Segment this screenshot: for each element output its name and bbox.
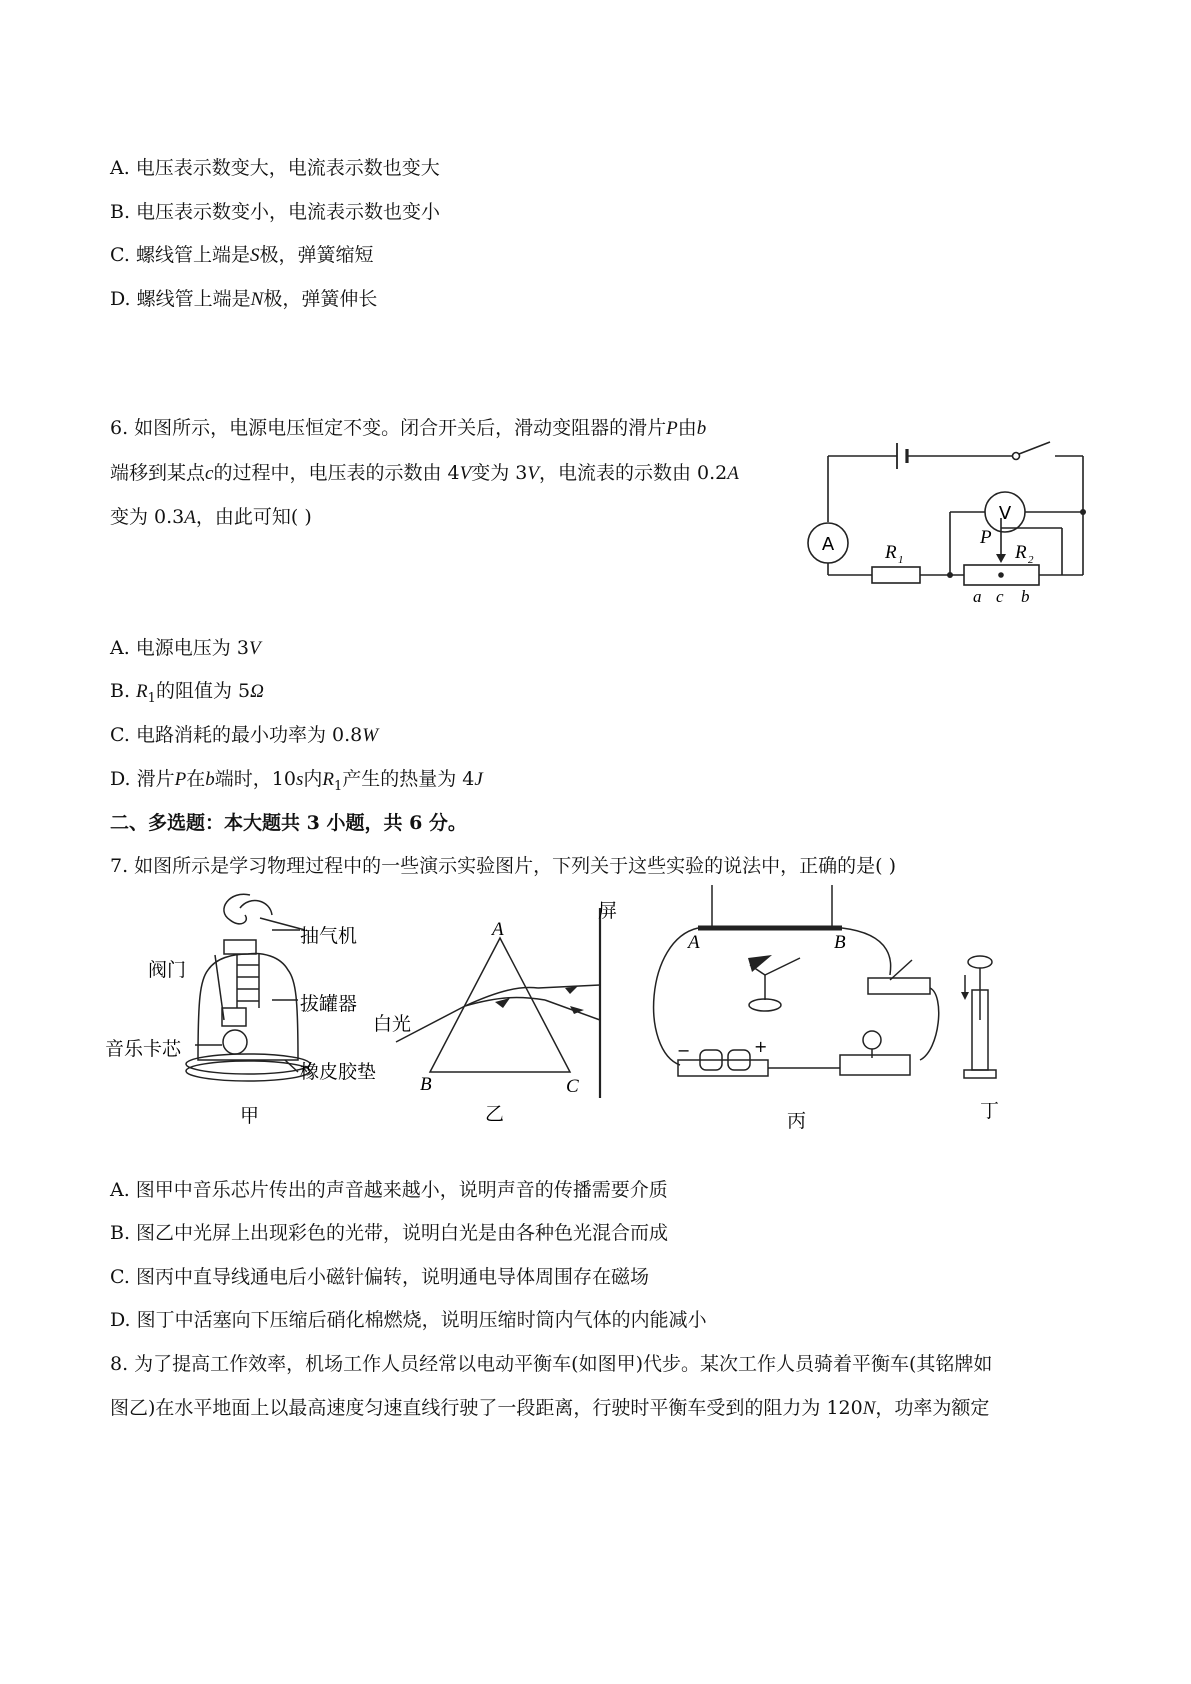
q6-unit-v: V [459, 463, 472, 484]
q6-stem-text: ，由此可知( ) [195, 506, 312, 528]
q6-option-d-text: 端时，10 [214, 768, 296, 790]
q6-option-c-text: C. 电路消耗的最小功率为 0.8 [110, 724, 363, 746]
battery-plus: + [754, 1037, 768, 1056]
q5-option-c [110, 242, 373, 269]
q6-option-d-unit: J [474, 769, 483, 790]
q6-option-a [110, 635, 261, 662]
q5-option-c-var: S [249, 245, 260, 266]
jia-caption: 甲 [240, 1105, 260, 1127]
q7-option-c: C. 图丙中直导线通电后小磁针偏转，说明通电导体周围存在磁场 [110, 1266, 649, 1288]
bing-caption: 丙 [787, 1110, 807, 1132]
q5-option-d-var: N [250, 289, 264, 310]
jia-valve-label: 阀门 [148, 959, 187, 981]
q5-option-c-text: C. 螺线管上端是 [110, 244, 250, 266]
q5-option-c-text2: 极，弹簧缩短 [259, 244, 374, 266]
point-c-label: c [996, 587, 1004, 606]
q6-stem-text: 的过程中，电压表的示数由 4 [213, 462, 460, 484]
jia-cup-label: 拔罐器 [300, 993, 358, 1015]
q7-option-a: A. 图甲中音乐芯片传出的声音越来越小，说明声音的传播需要介质 [110, 1179, 668, 1201]
wire-end-b: B [834, 932, 846, 953]
q7-figure [100, 880, 1100, 1140]
q6-unit-a: A [727, 463, 739, 484]
q6-stem-line2 [110, 460, 739, 487]
q6-var-c: c [205, 463, 214, 484]
q6-option-b-var: R [136, 681, 148, 702]
q6-option-b-unit: Ω [250, 681, 264, 702]
q5-option-b-text: B. 电压表示数变小，电流表示数也变小 [110, 201, 441, 223]
q6-option-c-unit: W [362, 725, 379, 746]
prism-vertex-b: B [420, 1074, 432, 1095]
jia-pad-label: 橡皮胶垫 [300, 1061, 377, 1083]
q6-stem-text: 变为 0.3 [110, 506, 185, 528]
q7-option-d: D. 图丁中活塞向下压缩后硝化棉燃烧，说明压缩时筒内气体的内能减小 [110, 1309, 707, 1331]
q6-option-b [110, 678, 264, 712]
q6-option-d-var: R [322, 769, 334, 790]
q6-option-d-var: P [174, 769, 187, 790]
q5-option-d [110, 286, 377, 313]
q8-line1: 8. 为了提高工作效率，机场工作人员经常以电动平衡车(如图甲)代步。某次工作人员骑着平衡车(其铭牌如 [110, 1353, 993, 1375]
q5-option-a [110, 155, 440, 181]
q6-option-d-text: 产生的热量为 4 [342, 768, 475, 790]
q6-unit-v: V [527, 463, 539, 484]
battery-minus: − [677, 1041, 691, 1060]
q6-var-b: b [696, 418, 707, 439]
q6-option-d-unit: s [295, 769, 304, 790]
prism-vertex-a: A [492, 919, 504, 940]
q7-stem: 7. 如图所示是学习物理过程中的一些演示实验图片，下列关于这些实验的说法中，正确的是( ) [110, 855, 897, 877]
q6-option-d-text: 内 [303, 768, 323, 790]
q8-unit-n: N [862, 1398, 876, 1419]
r1-label: R [885, 542, 897, 563]
jia-pump-label: 抽气机 [300, 925, 358, 947]
q8-line2 [110, 1395, 989, 1422]
voltmeter-label: V [998, 503, 1012, 524]
r1-subscript: 1 [898, 554, 904, 566]
q6-unit-a: A [184, 507, 196, 528]
q6-option-b-text2: 的阻值为 5 [155, 680, 251, 702]
q6-var-p: P [666, 418, 678, 439]
q8-line2-text2: ，功率为额定 [875, 1397, 990, 1419]
q6-option-b-text: B. [110, 680, 137, 702]
r2-subscript: 2 [1028, 554, 1034, 566]
prism-vertex-c: C [566, 1076, 579, 1097]
q7-option-b: B. 图乙中光屏上出现彩色的光带，说明白光是由各种色光混合而成 [110, 1222, 669, 1244]
r2-label: R [1015, 542, 1027, 563]
q6-stem-line1 [110, 415, 706, 442]
q6-stem-text: ，电流表的示数由 0.2 [538, 462, 728, 484]
q6-stem-text: 6. 如图所示，电源电压恒定不变。闭合开关后，滑动变阻器的滑片 [110, 417, 667, 439]
q6-circuit-diagram [800, 430, 1110, 615]
q6-option-b-sub: 1 [147, 690, 156, 706]
q6-stem-text: 由 [677, 417, 697, 439]
ammeter-label: A [821, 534, 835, 555]
q6-option-c [110, 722, 378, 749]
screen-label: 屏 [598, 900, 618, 922]
point-b-label: b [1021, 587, 1030, 606]
q8-line2-text: 图乙)在水平地面上以最高速度匀速直线行驶了一段距离，行驶时平衡车受到的阻力为 120 [110, 1397, 863, 1419]
q6-option-a-text: A. 电源电压为 3 [110, 637, 249, 659]
jia-chip-label: 音乐卡芯 [105, 1038, 182, 1060]
q6-option-d-text: 在 [186, 768, 206, 790]
q6-option-d [110, 766, 483, 800]
ding-caption: 丁 [980, 1100, 1000, 1122]
q6-option-d-var: b [205, 769, 215, 790]
q6-option-d-text: D. 滑片 [110, 768, 175, 790]
wire-end-a: A [688, 932, 700, 953]
white-light-label: 白光 [373, 1013, 412, 1035]
q6-option-a-unit: V [248, 638, 261, 659]
q6-stem-text: 端移到某点 [110, 462, 206, 484]
q5-option-d-text2: 极，弹簧伸长 [263, 288, 378, 310]
q5-option-a-text: A. 电压表示数变大，电流表示数也变大 [110, 157, 440, 179]
yi-caption: 乙 [485, 1103, 505, 1125]
q6-stem-line3 [110, 504, 312, 531]
section-heading: 二、多选题：本大题共 3 小题，共 6 分。 [110, 812, 467, 834]
q6-stem-text: 变为 3 [471, 462, 528, 484]
q5-option-b [110, 199, 440, 225]
slider-label: P [980, 527, 992, 548]
q5-option-d-text: D. 螺线管上端是 [110, 288, 251, 310]
q6-option-d-sub: 1 [333, 778, 343, 794]
point-a-label: a [973, 587, 982, 606]
